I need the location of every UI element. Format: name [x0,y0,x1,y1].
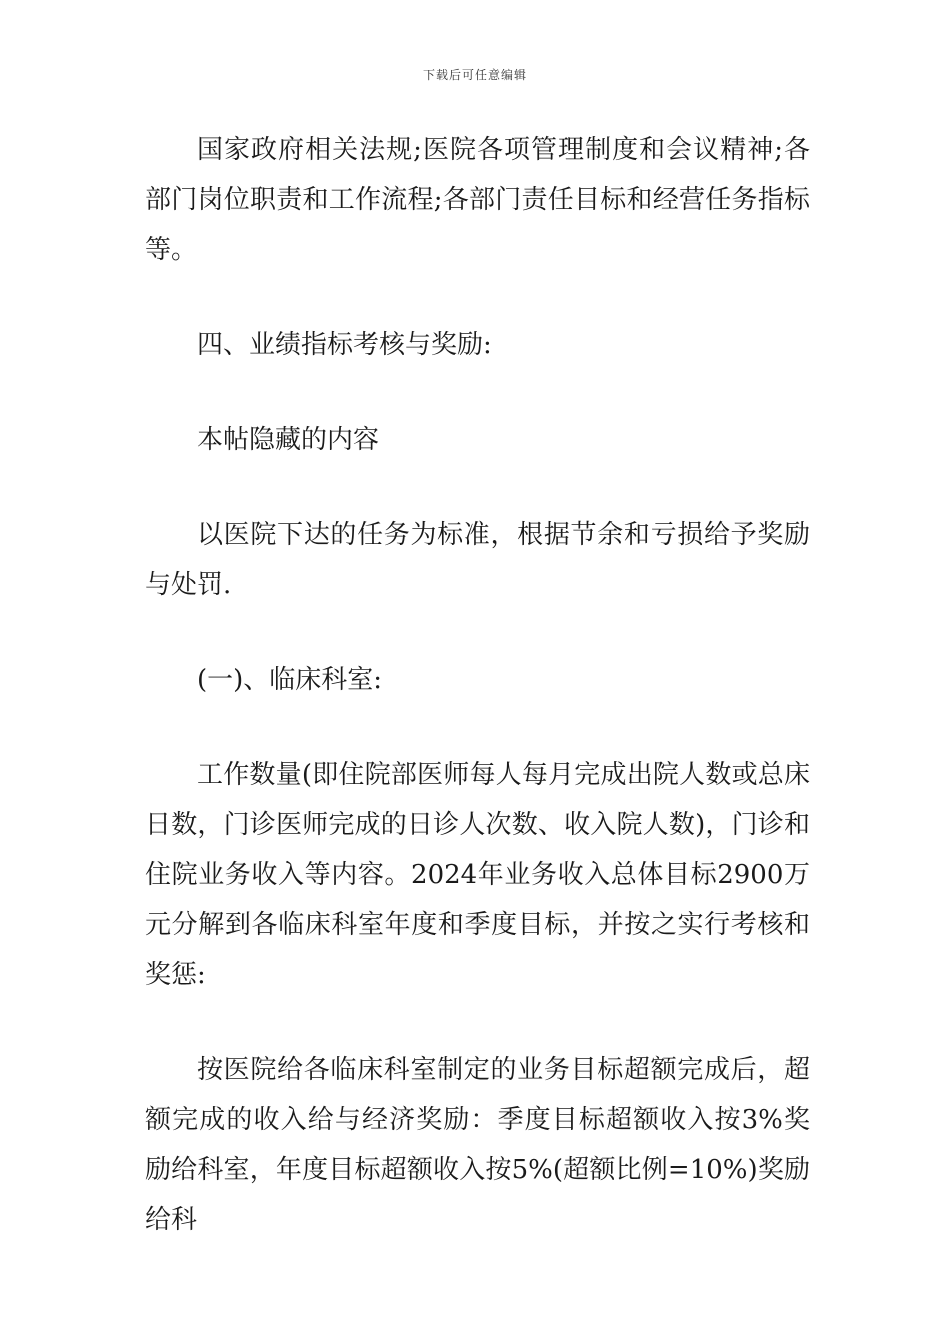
section-heading-performance: 四、业绩指标考核与奖励: [197,330,492,360]
subsection-heading-clinical: (一)、临床科室: [197,665,383,695]
paragraph-standard: 以医院下达的任务为标准，根据节余和亏损给予奖励与处罚. [145,520,810,600]
paragraph-workload: 工作数量(即住院部医师每人每月完成出院人数或总床日数，门诊医师完成的日诊人次数、收入院人数)，门诊和住院业务收入等内容。2024年业务收入总体目标2900万元分解到各临床科室年度和季度目标，并按之实行考核和奖惩: [145,760,810,990]
paragraph-hidden-content: 本帖隐藏的内容 [197,425,380,455]
header-note: 下载后可任意编辑 [422,68,527,82]
paragraph-reward: 按医院给各临床科室制定的业务目标超额完成后，超额完成的收入给与经济奖励：季度目标超额收入按3%奖励给科室，年度目标超额收入按5%(超额比例=10%)奖励给科 [145,1055,810,1235]
paragraph-regulations: 国家政府相关法规;医院各项管理制度和会议精神;各部门岗位职责和工作流程;各部门责任目标和经营任务指标等。 [145,135,810,265]
document-body [145,125,810,1290]
